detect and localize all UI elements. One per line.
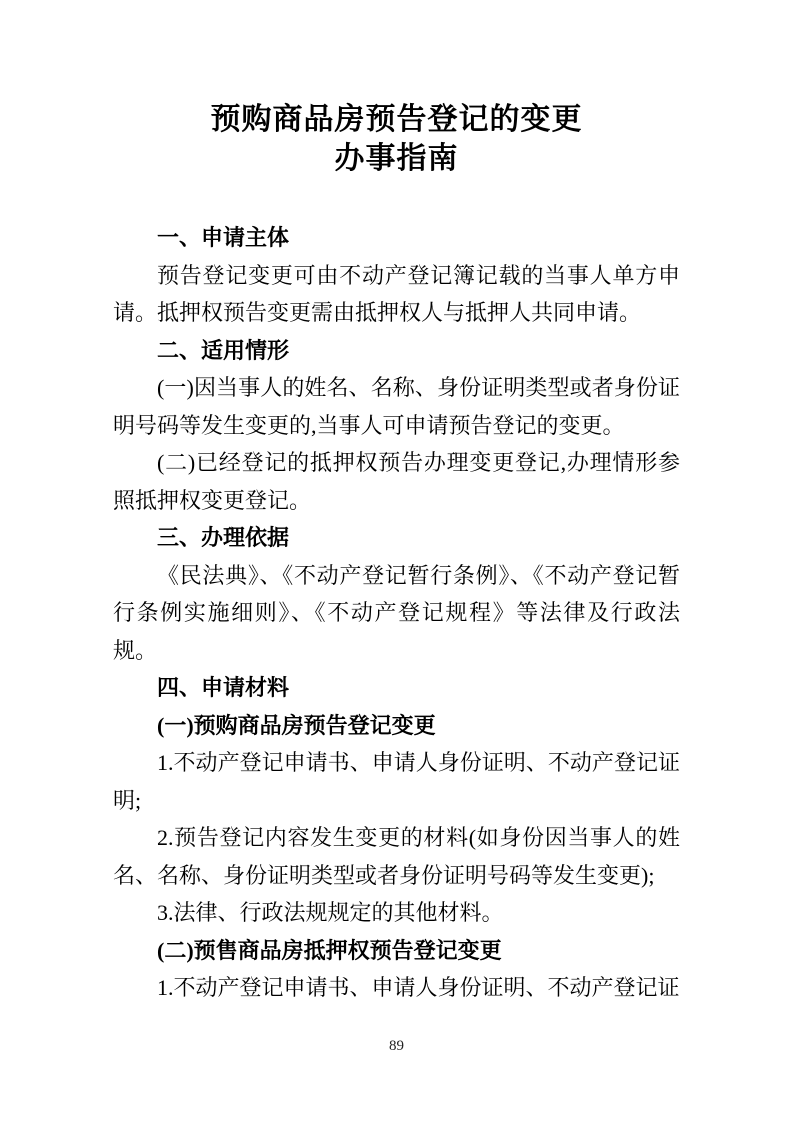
paragraph-legal-basis: 《民法典》、《不动产登记暂行条例》、《不动产登记暂行条例实施细则》、《不动产登记规程》等法律及行政法规。	[113, 562, 680, 663]
page-number: 89	[389, 1038, 404, 1054]
sub-heading-pre-purchase-registration-change: (一)预购商品房预告登记变更	[157, 712, 436, 738]
document-title	[0, 100, 793, 178]
section-heading-legal-basis: 三、办理依据	[157, 525, 290, 550]
section-heading-applicable-situations: 二、适用情形	[157, 337, 290, 363]
paragraph-applicable-situation-1: (一)因当事人的姓名、名称、身份证明类型或者身份证明号码等发生变更的,当事人可申请预告登记的变更。	[113, 375, 680, 438]
document-title-line-2: 办事指南	[334, 142, 459, 175]
paragraph-application-subject: 预告登记变更可由不动产登记簿记载的当事人单方申请。抵押权预告变更需由抵押权人与抵押人共同申请。	[113, 262, 680, 325]
section-heading-application-materials: 四、申请材料	[157, 675, 290, 700]
list-item-material-3: 3.法律、行政法规规定的其他材料。	[157, 900, 504, 925]
list-item-material-2: 2.预告登记内容发生变更的材料(如身份因当事人的姓名、名称、身份证明类型或者身份证明号码等发生变更);	[113, 825, 680, 888]
list-item-material-1: 1.不动产登记申请书、申请人身份证明、不动产登记证明;	[113, 750, 680, 813]
list-item-mortgage-material-1: 1.不动产登记申请书、申请人身份证明、不动产登记证	[157, 975, 680, 1000]
paragraph-applicable-situation-2: (二)已经登记的抵押权预告办理变更登记,办理情形参照抵押权变更登记。	[113, 450, 680, 513]
section-heading-application-subject: 一、申请主体	[157, 225, 290, 250]
document-title-line-1: 预购商品房预告登记的变更	[210, 103, 583, 136]
sub-heading-mortgage-registration-change: (二)预售商品房抵押权预告登记变更	[157, 937, 502, 963]
document-body	[113, 219, 680, 1007]
